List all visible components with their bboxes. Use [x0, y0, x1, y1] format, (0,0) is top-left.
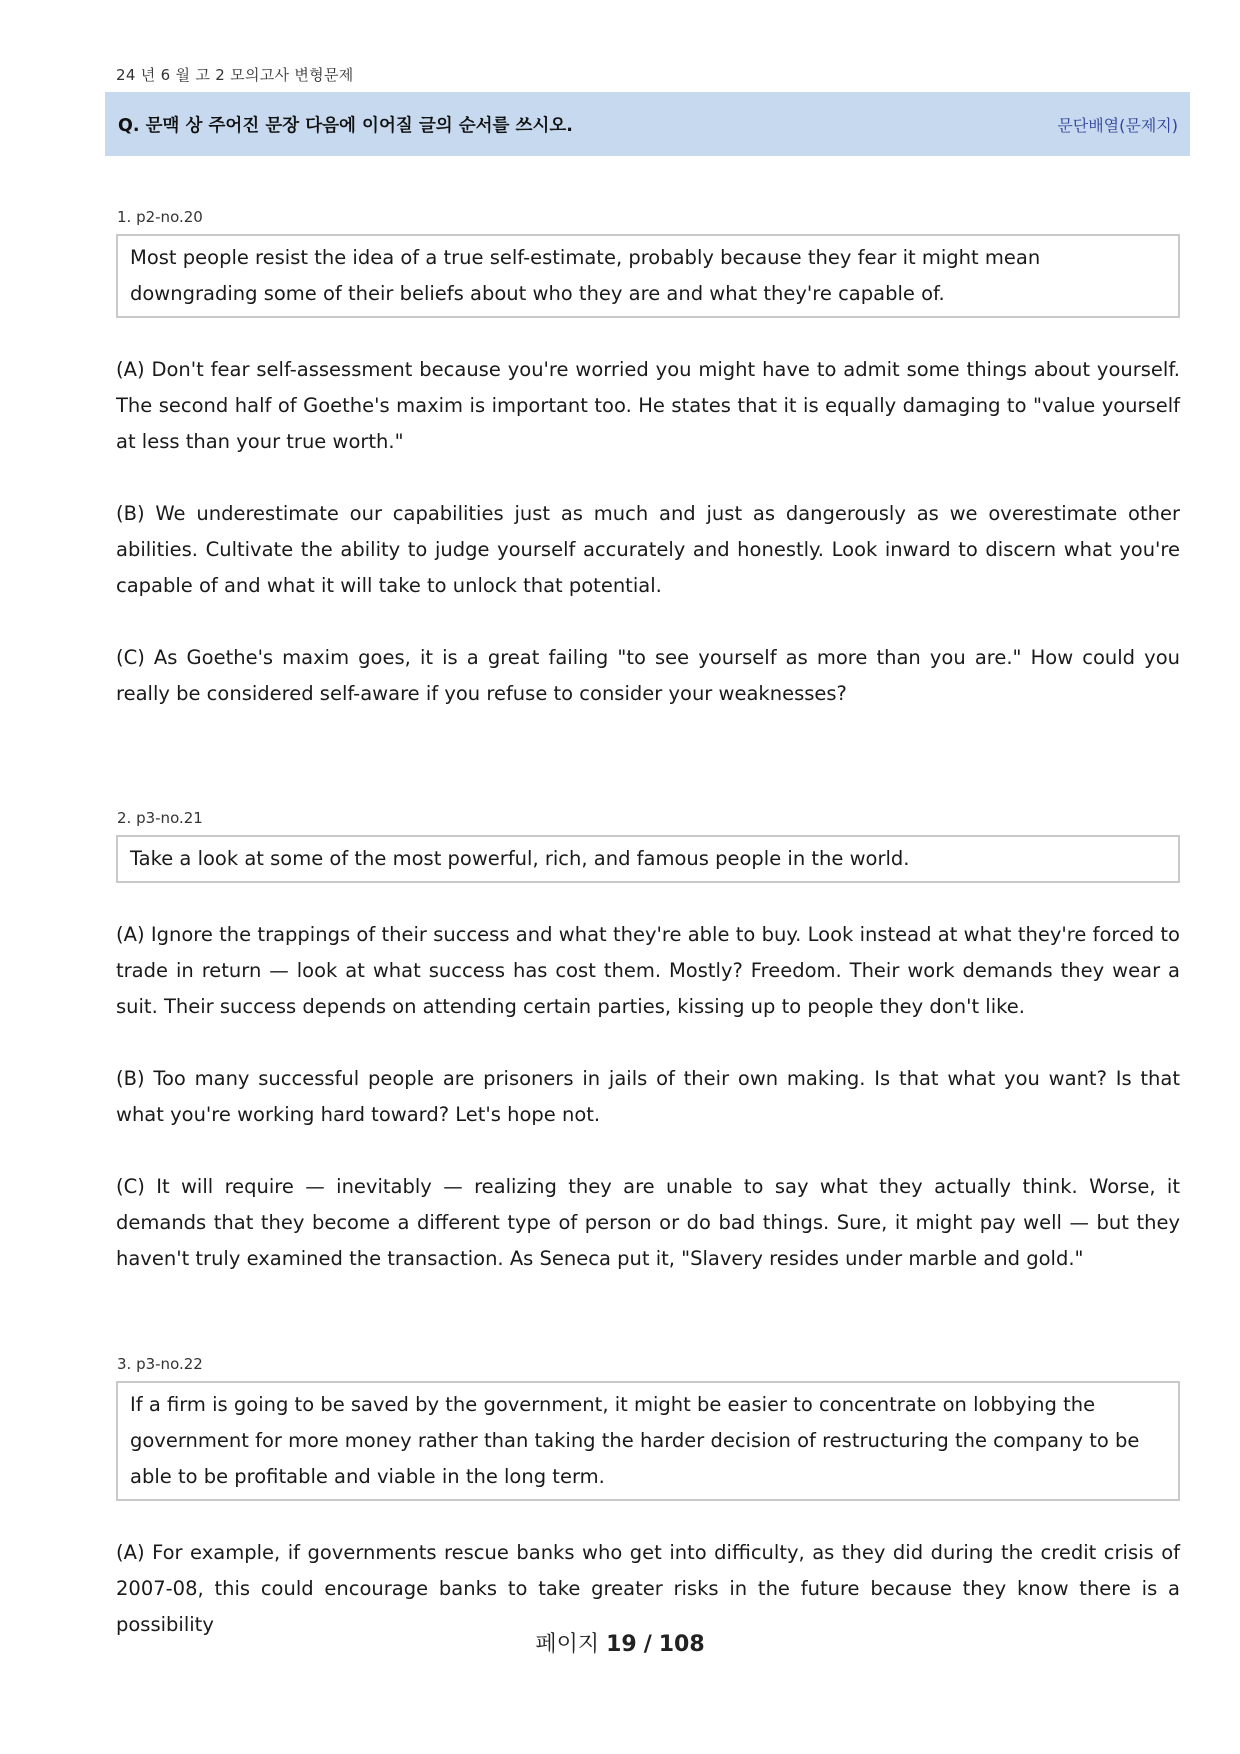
given-sentence-box: If a firm is going to be saved by the government, it might be easier to concentrate on lobbying the government for more money rather than taking the harder decision of restructuring the company to be able to be profitable and viable in the long term. [116, 1381, 1180, 1501]
total-pages: 108 [658, 1632, 705, 1657]
paragraph-a: (A) For example, if governments rescue banks who get into difficulty, as they did during the credit crisis of 2007-08, this could encourage banks to take greater risks in the future because they know there is a possibility [116, 1541, 1180, 1636]
paragraph-c: (C) As Goethe's maxim goes, it is a great failing "to see yourself as more than you are." How could you really be considered self-aware if you refuse to consider your weaknesses? [116, 646, 1180, 705]
question-2 [116, 809, 1180, 1277]
document-header: 24 년 6 월 고 2 모의고사 변형문제 [116, 66, 354, 84]
question-label: 1. p2-no.20 [117, 208, 203, 226]
question-label: 2. p3-no.21 [117, 809, 203, 827]
page-prefix: 페이지 [535, 1632, 600, 1657]
question-type-tag: 문단배열(문제지) [1057, 115, 1178, 135]
question-1 [116, 208, 1180, 712]
instruction-text: Q. 문맥 상 주어진 문장 다음에 이어질 글의 순서를 쓰시오. [118, 115, 573, 136]
question-label: 3. p3-no.22 [117, 1355, 203, 1373]
paragraph-a: (A) Ignore the trappings of their success and what they're able to buy. Look instead at what they're forced to trade in return — look at what success has cost them. Mostly? Freedom. Their work demands they wear a suit. Their success depends on attending certain parties, kissing up to people they don't like. [116, 923, 1180, 1018]
paragraph-a: (A) Don't fear self-assessment because you're worried you might have to admit some things about yourself. The second half of Goethe's maxim is important too. He states that it is equally damaging to "value yourself at less than your true worth." [116, 358, 1180, 453]
page-separator: / [643, 1632, 652, 1657]
given-sentence-box: Most people resist the idea of a true self-estimate, probably because they fear it might mean downgrading some of their beliefs about who they are and what they're capable of. [116, 234, 1180, 318]
paragraph-b: (B) Too many successful people are prisoners in jails of their own making. Is that what you want? Is that what you're working hard toward? Let's hope not. [116, 1067, 1180, 1126]
question-3 [116, 1355, 1180, 1643]
current-page: 19 [606, 1632, 637, 1657]
paragraph-c: (C) It will require — inevitably — realizing they are unable to say what they actually think. Worse, it demands that they become a different type of person or do bad things. Sure, it might pay well — but they haven't truly examined the transaction. As Seneca put it, "Slavery resides under marble and gold." [116, 1175, 1180, 1270]
instruction-bar [105, 92, 1190, 156]
given-sentence-box: Take a look at some of the most powerful, rich, and famous people in the world. [116, 835, 1180, 883]
paragraph-b: (B) We underestimate our capabilities just as much and just as dangerously as we overestimate other abilities. Cultivate the ability to judge yourself accurately and honestly. Look inward to discern what you're capable of and what it will take to unlock that potential. [116, 502, 1180, 597]
page-number [0, 1627, 1240, 1658]
